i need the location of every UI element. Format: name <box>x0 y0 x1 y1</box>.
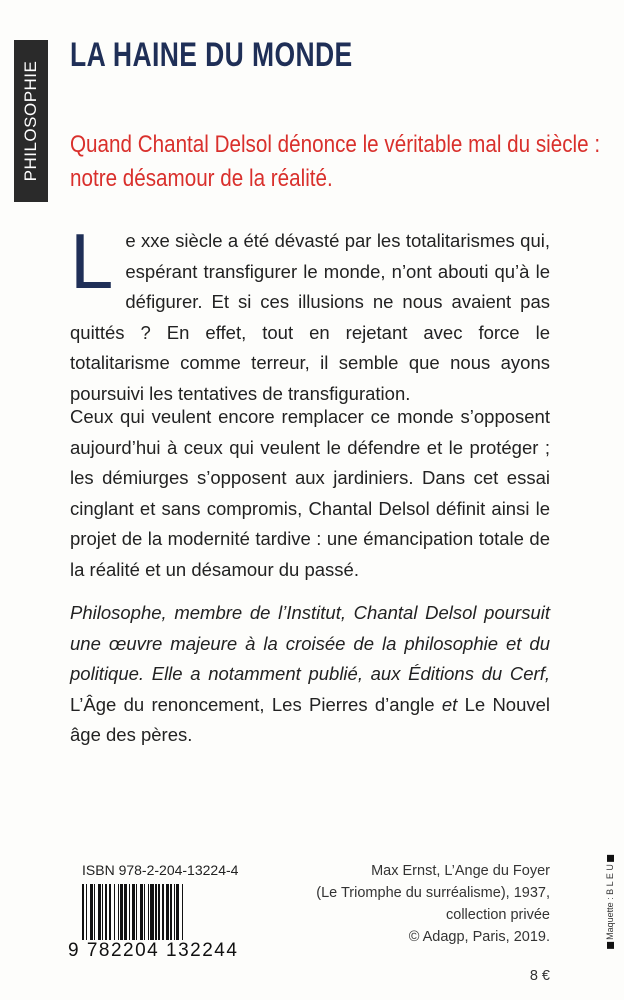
spine-label: PHILOSOPHIE <box>21 60 40 182</box>
credit-line-3: collection privée <box>446 907 550 923</box>
cover-credit <box>316 860 550 948</box>
credit-line-2: (Le Triomphe du surréalisme), 1937, <box>316 885 550 901</box>
paragraph-argument: Ceux qui veulent encore remplacer ce monde s’opposent aujourd’hui à ceux qui veulent le défendre et le protéger ; les démiurges s’opposent aux jardiniers. Dans cet essai cinglant et sans compromis, Chantal Delsol définit ainsi le projet de la modernité tardive : une émancipation totale de la réalité et un désamour du passé. <box>70 406 550 580</box>
author-bio <box>70 598 550 751</box>
barcode-bar <box>183 884 184 940</box>
paragraph-intro-text: e xxe siècle a été dévasté par les totalitarismes qui, espérant transfigurer le monde, n’ont abouti qu’à le défigurer. Et si ces illusions ne nous avaient pas quittés ? En effet, tout en rejetant avec force le totalitarisme comme terreur, il semble que nous ayons poursuivi les tentatives de transfiguration. <box>70 230 550 404</box>
book-title-2: Les Pierres d’angle <box>271 693 435 715</box>
barcode <box>82 884 262 940</box>
square-icon <box>607 855 614 862</box>
square-icon <box>607 942 614 949</box>
spine-label-tab <box>14 40 48 202</box>
author-bio-text: Philosophe, membre de l’Institut, Chantal Delsol poursuit une œuvre majeure à la croisée de la philosophie et du politique. Elle a notamment publié, aux Éditions du Cerf, <box>70 602 550 684</box>
design-credit-text: Maquette : B L E U <box>605 864 615 940</box>
book-title-3: Le Nouvel âge des pères. <box>70 693 551 745</box>
barcode-digits: 9 782204 132244 <box>68 940 239 961</box>
conjunction: et <box>441 693 458 715</box>
design-credit <box>605 853 615 951</box>
credit-line-1: Max Ernst, L’Ange du Foyer <box>371 863 550 879</box>
isbn: ISBN 978-2-204-13224-4 <box>82 862 239 878</box>
book-title: LA HAINE DU MONDE <box>70 36 353 74</box>
drop-cap: L <box>70 217 114 305</box>
paragraph-intro <box>70 217 550 409</box>
credit-line-4: © Adagp, Paris, 2019. <box>408 929 550 945</box>
price: 8 € <box>529 968 550 984</box>
tagline: Quand Chantal Delsol dénonce le véritable mal du siècle : notre désamour de la réalité. <box>70 131 601 192</box>
book-title-1: L’Âge du renoncement, <box>70 693 265 715</box>
